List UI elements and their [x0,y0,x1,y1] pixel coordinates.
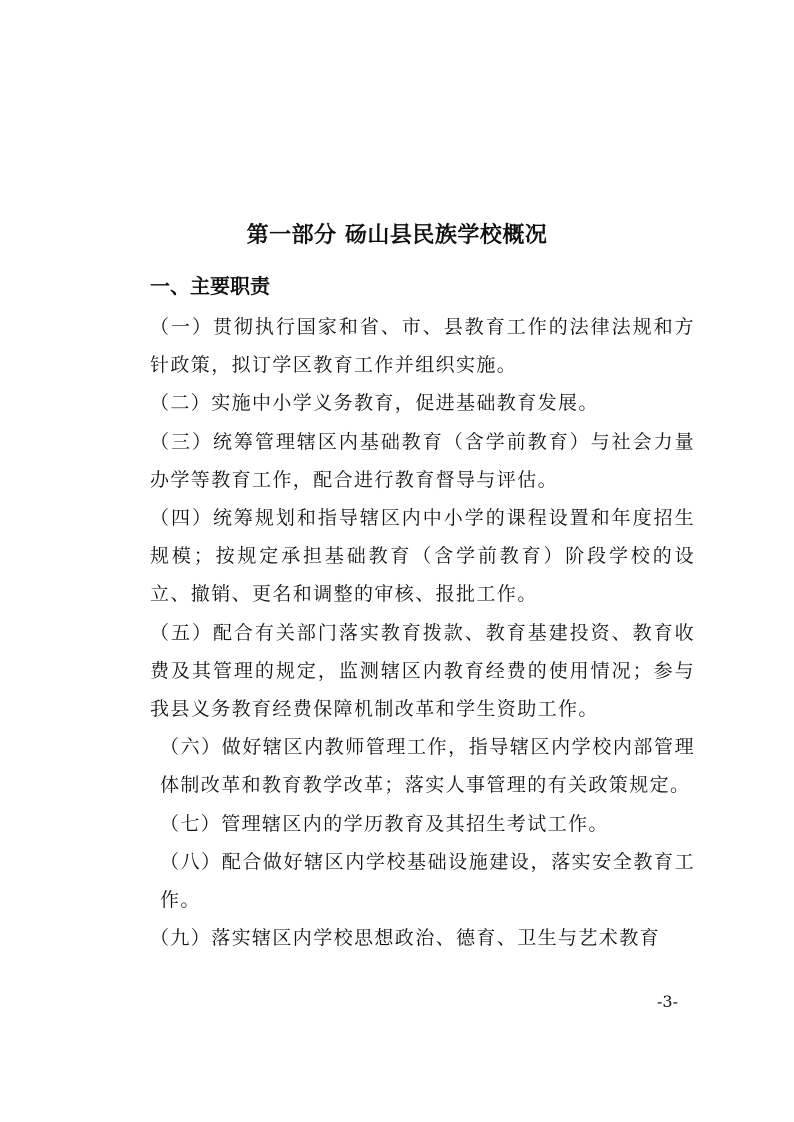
paragraph-3: （三）统筹管理辖区内基础教育（含学前教育）与社会力量办学等教育工作，配合进行教育督导与评估。 [150,430,695,491]
paragraph-4: （四）统筹规划和指导辖区内中小学的课程设置和年度招生规模；按规定承担基础教育（含学前教育）阶段学校的设立、撤销、更名和调整的审核、报批工作。 [150,507,695,606]
paragraph-7: （七）管理辖区内的学历教育及其招生考试工作。 [160,812,609,835]
document-body [150,308,695,957]
paragraph-1: （一）贯彻执行国家和省、市、县教育工作的法律法规和方针政策，拟订学区教育工作并组织实施。 [150,316,695,377]
paragraph-2: （二）实施中小学义务教育，促进基础教育发展。 [150,392,599,415]
paragraph-8: （八）配合做好辖区内学校基础设施建设，落实安全教育工作。 [160,850,695,912]
document-title: 第一部分 砀山县民族学校概况 [246,223,548,248]
paragraph-9: （九）落实辖区内学校思想政治、德育、卫生与艺术教育 [150,927,661,950]
paragraph-5: （五）配合有关部门落实教育拨款、教育基建投资、教育收费及其管理的规定，监测辖区内教育经费的使用情况；参与我县义务教育经费保障机制改革和学生资助工作。 [150,621,695,721]
paragraph-6: （六）做好辖区内教师管理工作，指导辖区内学校内部管理体制改革和教育教学改革；落实人事管理的有关政策规定。 [160,736,695,797]
section-heading: 一、主要职责 [150,274,270,298]
page-number: -3- [657,992,678,1011]
